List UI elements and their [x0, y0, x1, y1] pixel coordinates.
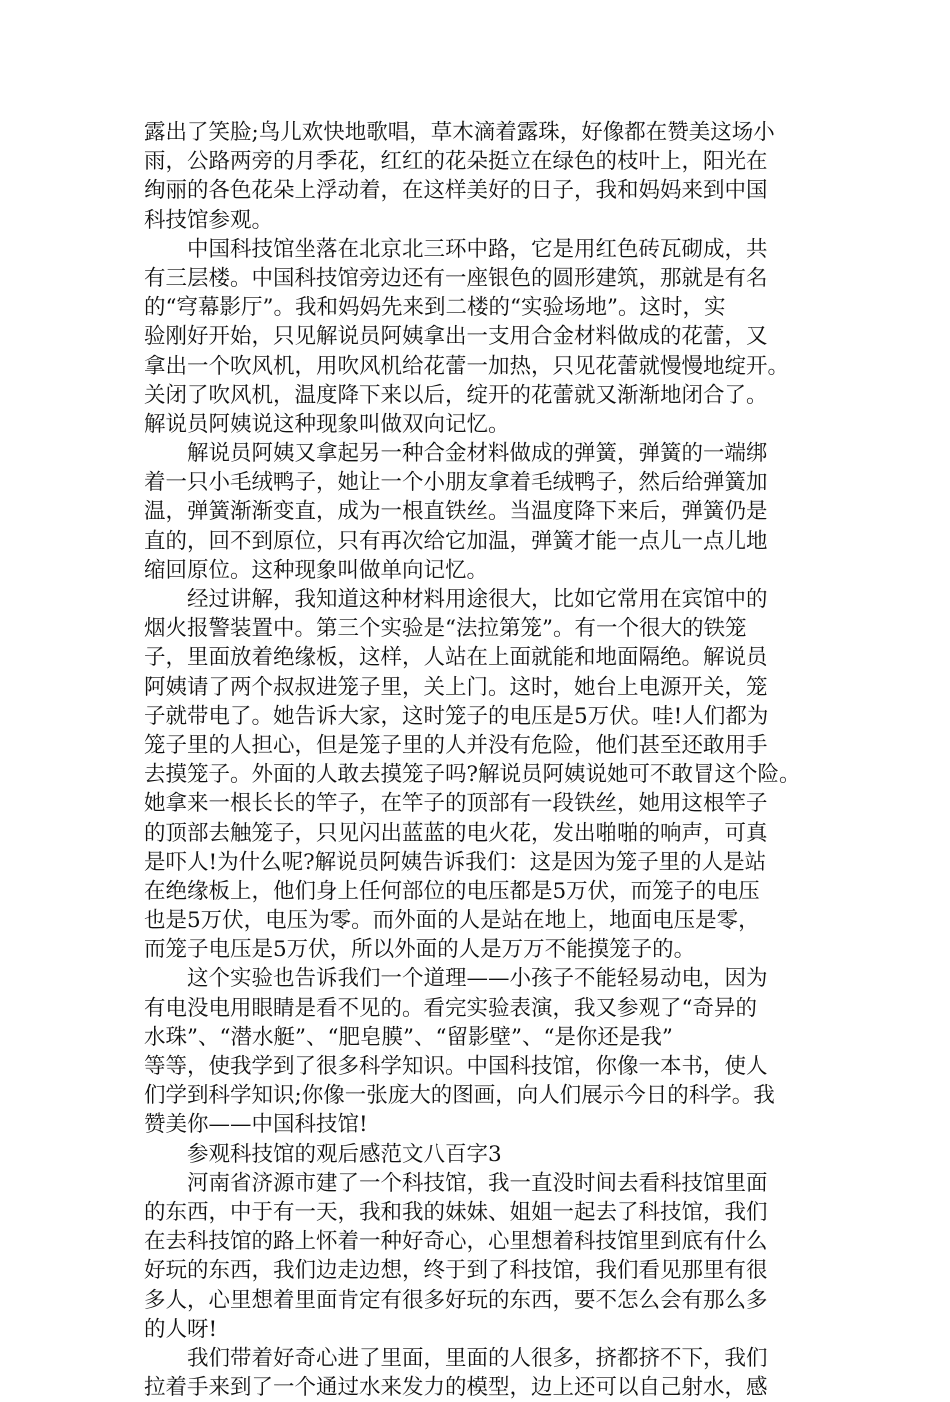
text-line: 缩回原位。这种现象叫做单向记忆。 [144, 557, 489, 583]
text-line: 拿出一个吹风机，用吹风机给花蕾一加热，只见花蕾就慢慢地绽开。 [144, 353, 790, 379]
text-line: 这个实验也告诉我们一个道理——小孩子不能轻易动电，因为 [187, 966, 768, 992]
text-line: 烟火报警装置中。第三个实验是“法拉第笼”。有一个很大的铁笼 [144, 616, 747, 642]
text-line: 的顶部去触笼子，只见闪出蓝蓝的电火花，发出啪啪的响声，可真 [144, 820, 768, 846]
text-line: 经过讲解，我知道这种材料用途很大，比如它常用在宾馆中的 [187, 587, 768, 612]
text-line: 而笼子电压是5万伏，所以外面的人是万万不能摸笼子的。 [144, 937, 696, 963]
text-line: 子，里面放着绝缘板，这样，人站在上面就能和地面隔绝。解说员 [144, 645, 768, 671]
text-line: 绚丽的各色花朵上浮动着，在这样美好的日子，我和妈妈来到中国 [144, 178, 768, 204]
text-line: 解说员阿姨说这种现象叫做双向记忆。 [144, 411, 510, 437]
text-line: 去摸笼子。外面的人敢去摸笼子吗?解说员阿姨说她可不敢冒这个险。 [144, 762, 801, 788]
text-line: 关闭了吹风机，温度降下来以后，绽开的花蕾就又渐渐地闭合了。 [144, 382, 768, 408]
text-line: 有三层楼。中国科技馆旁边还有一座银色的圆形建筑，那就是有名 [144, 265, 768, 291]
text-line: 我们带着好奇心进了里面，里面的人很多，挤都挤不下，我们 [187, 1345, 768, 1371]
text-line: 中国科技馆坐落在北京北三环中路，它是用红色砖瓦砌成，共 [187, 236, 768, 262]
text-line: 多人，心里想着里面肯定有很多好玩的东西，要不怎么会有那么多 [144, 1287, 768, 1313]
document-body [144, 118, 834, 1402]
text-line: 等等，使我学到了很多科学知识。中国科技馆，你像一本书，使人 [144, 1054, 768, 1079]
text-line: 温，弹簧渐渐变直，成为一根直铁丝。当温度降下来后，弹簧仍是 [144, 499, 768, 525]
text-line: 们学到科学知识;你像一张庞大的图画，向人们展示今日的科学。我 [144, 1083, 775, 1109]
text-line: 参观科技馆的观后感范文八百字3 [187, 1141, 502, 1167]
text-line: 阿姨请了两个叔叔进笼子里，关上门。这时，她台上电源开关，笼 [144, 674, 768, 700]
text-line: 有电没电用眼睛是看不见的。看完实验表演，我又参观了“奇异的 [144, 995, 757, 1021]
text-line: 科技馆参观。 [144, 207, 274, 233]
text-line: 在绝缘板上，他们身上任何部位的电压都是5万伏，而笼子的电压 [144, 878, 760, 904]
text-line: 着一只小毛绒鸭子，她让一个小朋友拿着毛绒鸭子，然后给弹簧加 [144, 470, 768, 496]
text-line: 也是5万伏，电压为零。而外面的人是站在地上，地面电压是零， [144, 908, 760, 934]
text-line: 赞美你——中国科技馆! [144, 1112, 368, 1138]
text-line: 验刚好开始，只见解说员阿姨拿出一支用合金材料做成的花蕾，又 [144, 324, 768, 350]
text-line: 在去科技馆的路上怀着一种好奇心，心里想着科技馆里到底有什么 [144, 1229, 768, 1255]
text-line: 解说员阿姨又拿起另一种合金材料做成的弹簧，弹簧的一端绑 [187, 441, 768, 467]
text-line: 直的，回不到原位，只有再次给它加温，弹簧才能一点儿一点儿地 [144, 528, 768, 554]
text-line: 的东西，中于有一天，我和我的妹妹、姐姐一起去了科技馆，我们 [144, 1199, 768, 1225]
text-line: 好玩的东西，我们边走边想，终于到了科技馆，我们看见那里有很 [144, 1258, 768, 1284]
text-line: 拉着手来到了一个通过水来发力的模型，边上还可以自己射水，感 [144, 1375, 768, 1401]
text-line: 是吓人!为什么呢?解说员阿姨告诉我们：这是因为笼子里的人是站 [144, 849, 767, 875]
text-line: 子就带电了。她告诉大家，这时笼子的电压是5万伏。哇!人们都为 [144, 703, 769, 729]
text-line: 水珠”、“潜水艇”、“肥皂膜”、“留影壁”、“是你还是我” [144, 1024, 673, 1050]
text-line: 雨，公路两旁的月季花，红红的花朵挺立在绿色的枝叶上，阳光在 [144, 149, 768, 175]
text-line: 河南省济源市建了一个科技馆，我一直没时间去看科技馆里面 [187, 1170, 768, 1196]
text-line: 露出了笑脸;鸟儿欢快地歌唱，草木滴着露珠，好像都在赞美这场小 [144, 120, 775, 145]
text-line: 的“穹幕影厅”。我和妈妈先来到二楼的“实验场地”。这时，实 [144, 295, 726, 321]
text-line: 的人呀! [144, 1316, 218, 1342]
text-line: 笼子里的人担心，但是笼子里的人并没有危险，他们甚至还敢用手 [144, 732, 768, 758]
text-line: 她拿来一根长长的竿子，在竿子的顶部有一段铁丝，她用这根竿子 [144, 791, 768, 817]
